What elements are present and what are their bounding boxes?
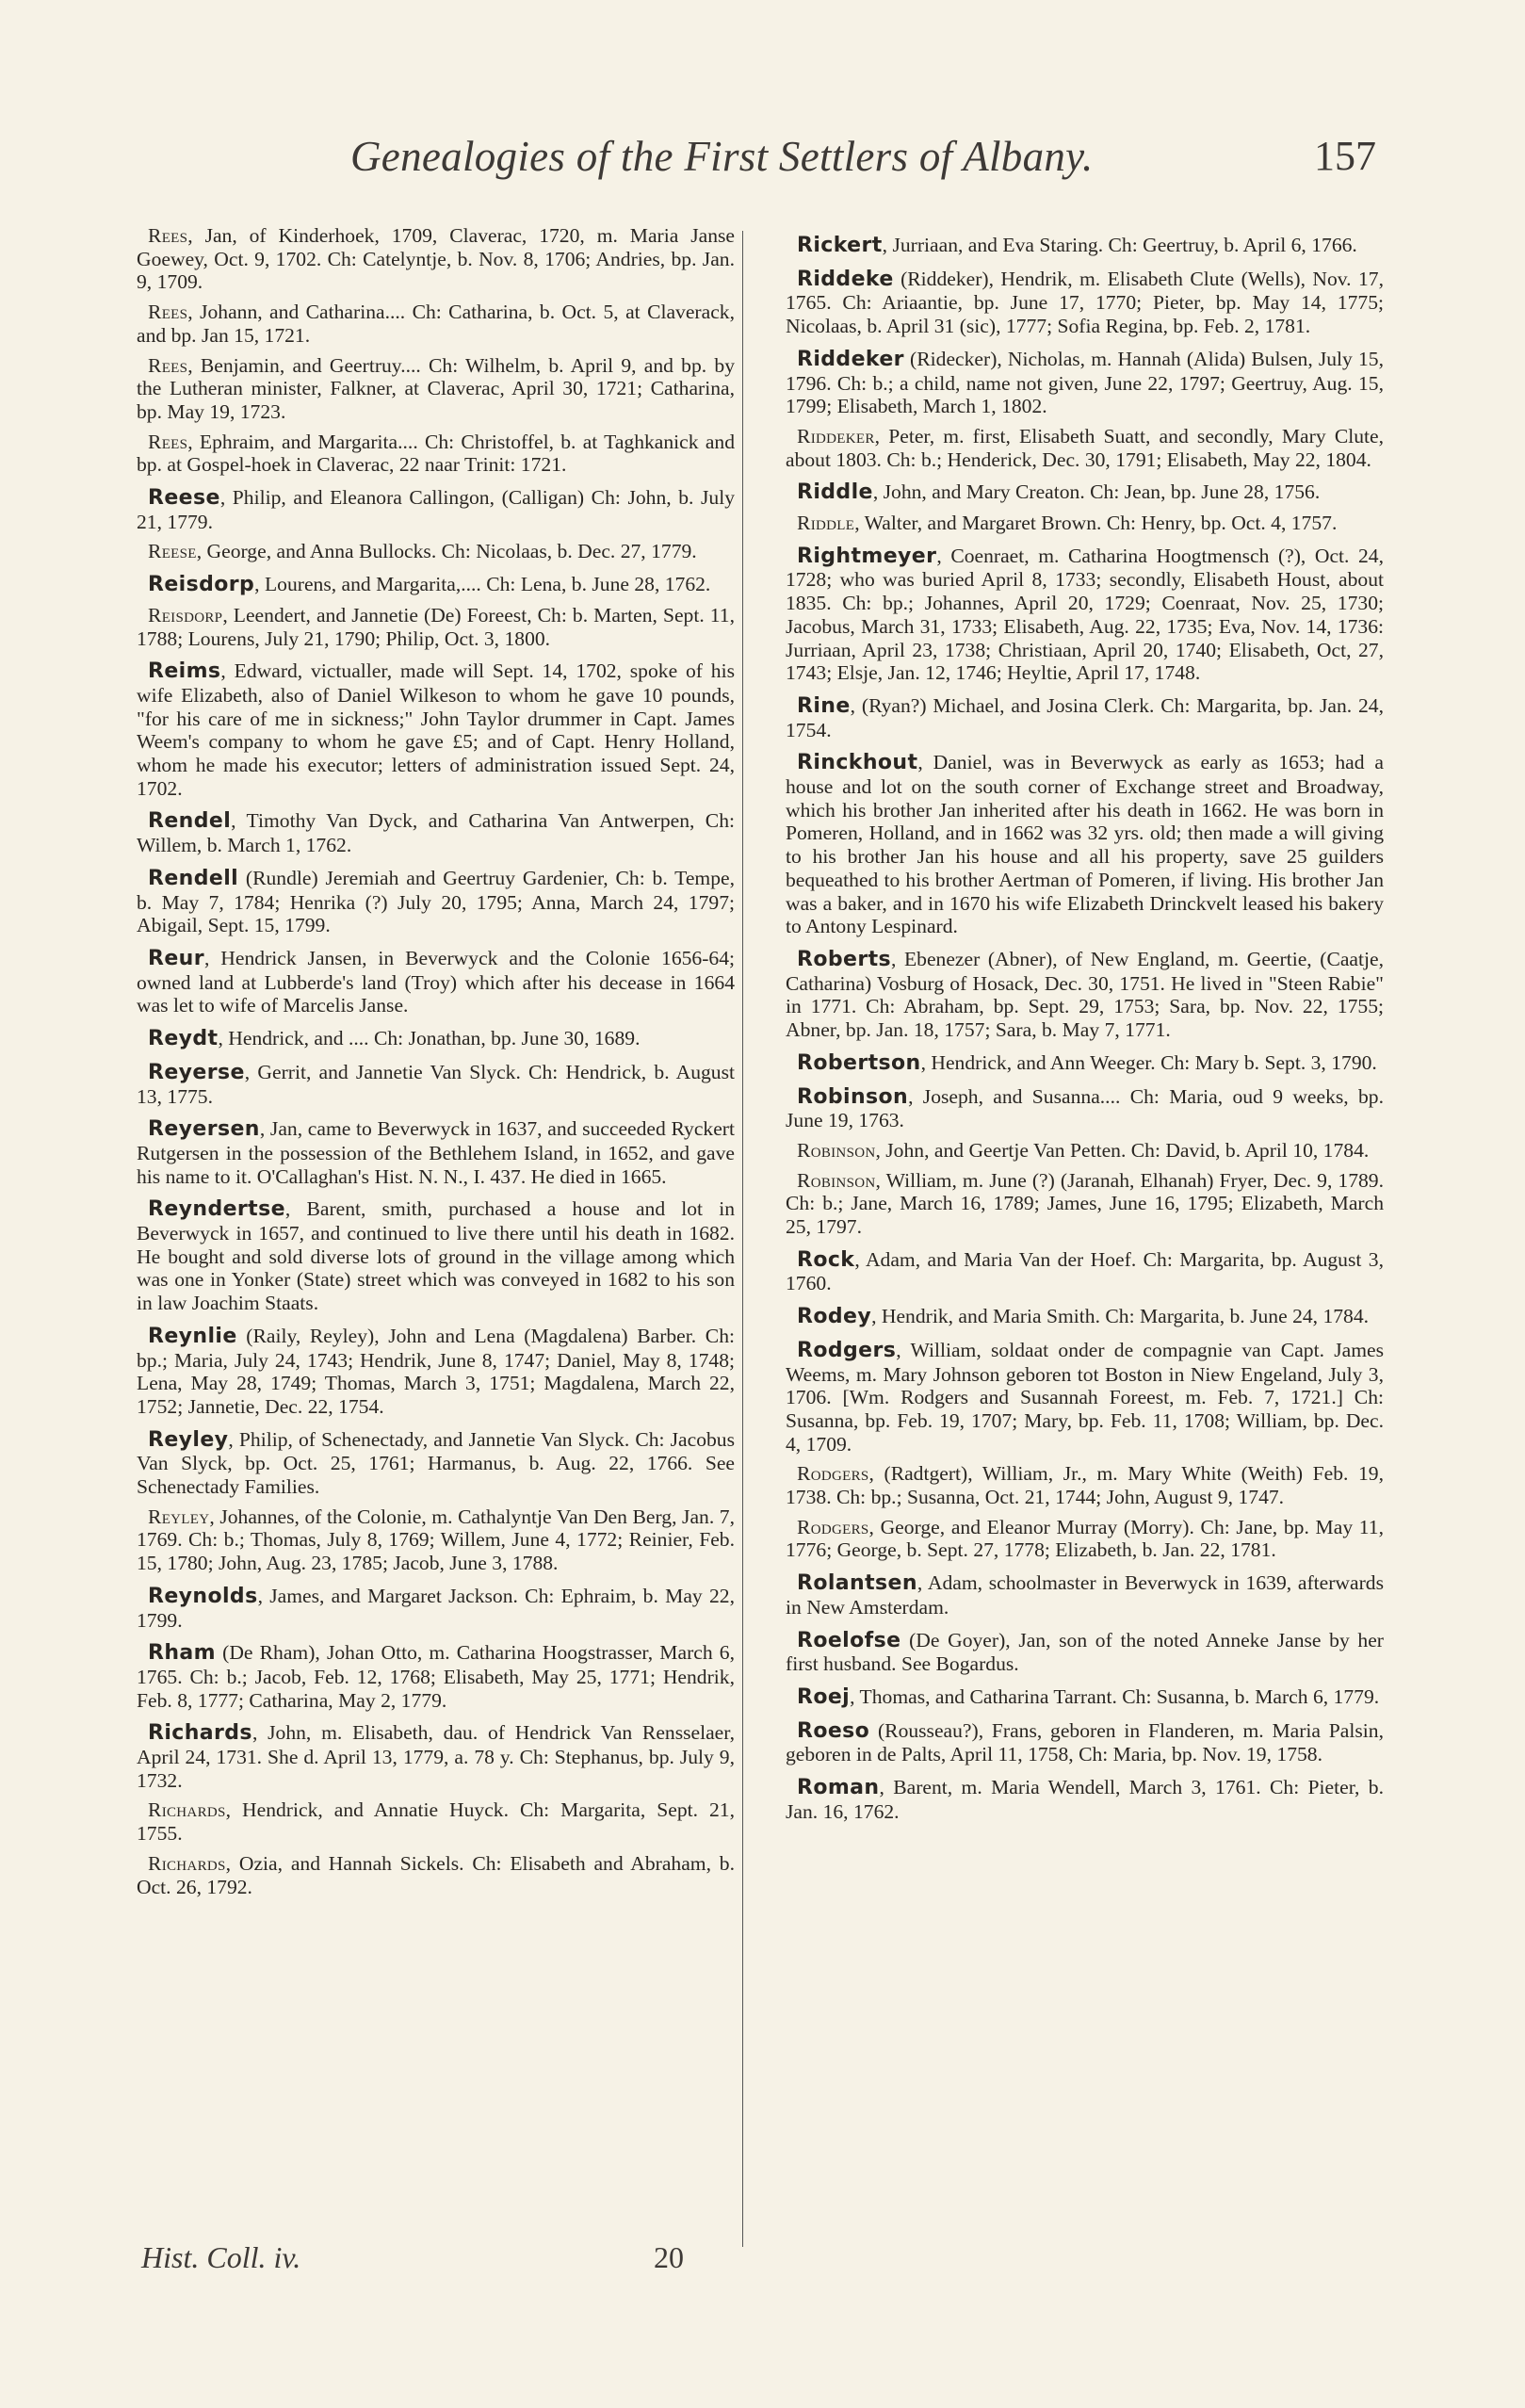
entry-text: , Johannes, of the Colonie, m. Cathalyntje Van Den Berg, Jan. 7, 1769. Ch: b.; Thomas, July 8, 1769; Willem, June 4, 1772; Reinier, Feb. 15, 1780; John, Aug. 23, 1785; Jacob, June 3, 1788.: [137, 1505, 735, 1575]
entry-text: , John, and Geertje Van Petten. Ch: David, b. April 10, 1784.: [875, 1138, 1370, 1162]
entry-text: , Ozia, and Hannah Sickels. Ch: Elisabeth and Abraham, b. Oct. 26, 1792.: [137, 1851, 735, 1898]
entry-text: , William, soldaat onder de compagnie van Capt. James Weems, m. Mary Johnson geboren tot Boston in Niew Engeland, July 3, 1706. [Wm. Rodgers and Susannah Foreest, m. Feb. 7, 1721.] Ch: Susanna, bp. Feb. 19, 1707; Mary, bp. Feb. 11, 1708; William, bp. Dec. 4, 1709.: [786, 1338, 1384, 1456]
entry-text: , Adam, schoolmaster in Beverwyck in 1639, afterwards in New Amsterdam.: [786, 1571, 1384, 1619]
signature-mark: Hist. Coll. iv.: [141, 2240, 301, 2274]
entry-surname: Reyersen: [148, 1117, 260, 1142]
genealogy-entry: [786, 1085, 1384, 1132]
entry-text: (Rundle) Jeremiah and Geertruy Gardenier, Ch: b. Tempe, b. May 7, 1784; Henrika (?) July 20, 1795; Anna, March 24, 1797; Abigail, Sept. 15, 1799.: [137, 866, 735, 937]
genealogy-entry: [786, 268, 1384, 338]
genealogy-entry: [137, 1027, 735, 1051]
entry-surname: Rees: [148, 353, 188, 377]
entry-text: , Philip, of Schenectady, and Jannetie Van Slyck. Ch: Jacobus Van Slyck, bp. Oct. 25, 1761; Harmanus, b. Aug. 22, 1766. See Schenectady Families.: [137, 1427, 735, 1499]
entry-text: , Timothy Van Dyck, and Catharina Van Antwerpen, Ch: Willem, b. March 1, 1762.: [137, 809, 735, 857]
entry-text: (Rousseau?), Frans, geboren in Flanderen, m. Maria Palsin, geboren in de Palts, April 11, 1758, Ch: Maria, bp. Nov. 19, 1758.: [786, 1718, 1384, 1766]
genealogy-entry: [137, 431, 735, 477]
right-column: [786, 224, 1384, 1830]
entry-surname: Rinckhout: [797, 751, 918, 775]
page-header: [0, 132, 1525, 198]
entry-text: (De Goyer), Jan, son of the noted Anneke Janse by her first husband. See Bogardus.: [786, 1628, 1384, 1676]
genealogy-entry: [786, 234, 1384, 258]
genealogy-entry: [786, 751, 1384, 938]
entry-surname: Rodgers: [797, 1338, 897, 1362]
genealogy-entry: [137, 354, 735, 424]
entry-text: , Ephraim, and Margarita.... Ch: Christoffel, b. at Taghkanick and bp. at Gospel-hoek in Claverac, 22 naar Trinit: 1721.: [137, 430, 735, 477]
genealogy-entry: [786, 1305, 1384, 1329]
entry-surname: Reynolds: [148, 1584, 258, 1608]
genealogy-entry: [137, 1117, 735, 1188]
entry-surname: Roeso: [797, 1718, 870, 1743]
genealogy-entry: [137, 1061, 735, 1108]
entry-surname: Robinson: [797, 1138, 876, 1162]
page-number: 157: [1314, 133, 1376, 179]
genealogy-entry: [786, 348, 1384, 418]
genealogy-entry: [786, 1139, 1384, 1163]
entry-text: (Raily, Reyley), John and Lena (Magdalena) Barber. Ch: bp.; Maria, July 24, 1743; Hendrik, June 8, 1747; Daniel, May 8, 1748; Lena, May 28, 1749; Thomas, March 3, 1751; Magdalena, March 22, 1752; Jannetie, Dec. 22, 1754.: [137, 1324, 735, 1418]
entry-text: , Jan, came to Beverwyck in 1637, and succeeded Ryckert Rutgersen in the possession of the Bethlehem Island, in 1652, and gave his name to it. O'Callaghan's Hist. N. N., I. 437. He died in 1665.: [137, 1117, 735, 1188]
page-footer: [0, 2240, 1525, 2287]
entry-text: , (Radtgert), William, Jr., m. Mary White (Weith) Feb. 19, 1738. Ch: bp.; Susanna, Oct. 21, 1744; John, August 9, 1747.: [786, 1462, 1384, 1509]
entry-text: , Benjamin, and Geertruy.... Ch: Wilhelm, b. April 9, and bp. by the Lutheran minister, Falkner, at Claverac, April 30, 1721; Catharina, bp. May 19, 1723.: [137, 353, 735, 423]
genealogy-entry: [137, 809, 735, 856]
entry-text: , Edward, victualler, made will Sept. 14, 1702, spoke of his wife Elizabeth, also of Daniel Wilkeson to whom he gave 10 pounds, "for his care of me in sickness;" John Taylor drummer in Capt. James Weem's company to whom he gave £5; and of Capt. Henry Holland, whom he made his executor; letters of administration issued Sept. 24, 1702.: [137, 659, 735, 800]
entry-text: , Hendrick, and Annatie Huyck. Ch: Margarita, Sept. 21, 1755.: [137, 1798, 735, 1846]
genealogy-entry: [786, 694, 1384, 741]
entry-surname: Robinson: [797, 1168, 876, 1192]
genealogy-entry: [786, 1776, 1384, 1823]
entry-text: , James, and Margaret Jackson. Ch: Ephraim, b. May 22, 1799.: [137, 1584, 735, 1632]
genealogy-entry: [786, 1339, 1384, 1456]
entry-surname: Roman: [797, 1776, 880, 1800]
entry-surname: Riddeke: [797, 267, 894, 291]
genealogy-entry: [137, 1197, 735, 1315]
entry-surname: Rendel: [148, 809, 232, 834]
entry-text: , Gerrit, and Jannetie Van Slyck. Ch: Hendrick, b. August 13, 1775.: [137, 1060, 735, 1108]
genealogy-entry: [137, 540, 735, 563]
entry-surname: Roej: [797, 1684, 851, 1709]
entry-surname: Rodgers: [797, 1462, 869, 1486]
genealogy-entry: [137, 1428, 735, 1499]
entry-text: , Peter, m. first, Elisabeth Suatt, and secondly, Mary Clute, about 1803. Ch: b.; Henderick, Dec. 30, 1791; Elisabeth, May 22, 1804.: [786, 424, 1384, 471]
genealogy-entry: [786, 1719, 1384, 1766]
entry-surname: Rock: [797, 1247, 855, 1272]
running-title: Genealogies of the First Settlers of Albany.: [350, 133, 1094, 180]
genealogy-entry: [137, 224, 735, 294]
sheet-number: 20: [654, 2240, 684, 2274]
entry-surname: Rendell: [148, 866, 239, 890]
entry-text: , George, and Eleanor Murray (Morry). Ch: Jane, bp. May 11, 1776; George, b. Sept. 27, 1778; Elizabeth, b. Jan. 22, 1781.: [786, 1515, 1384, 1562]
genealogy-entry: [137, 301, 735, 347]
entry-surname: Reese: [148, 486, 220, 511]
entry-surname: Richards: [148, 1798, 226, 1822]
entry-surname: Rightmeyer: [797, 544, 937, 568]
entry-text: , Ebenezer (Abner), of New England, m. Geertie, (Caatje, Catharina) Vosburg of Hosack, Dec. 30, 1751. He lived in "Steen Rabie" in 1771. Ch: Abraham, bp. Sept. 29, 1753; Sara, bp. Nov. 22, 1755; Abner, bp. Jan. 18, 1757; Sara, b. May 7, 1771.: [786, 947, 1384, 1042]
entry-surname: Riddle: [797, 512, 855, 535]
entry-surname: Reisdorp: [148, 573, 255, 597]
entry-text: , (Ryan?) Michael, and Josina Clerk. Ch: Margarita, bp. Jan. 24, 1754.: [786, 693, 1384, 741]
entry-surname: Rees: [148, 224, 188, 247]
entry-surname: Riddeker: [797, 347, 904, 371]
entry-text: , John, and Mary Creaton. Ch: Jean, bp. June 28, 1756.: [872, 480, 1321, 504]
entry-surname: Roelofse: [797, 1628, 901, 1652]
entry-surname: Rolantsen: [797, 1571, 917, 1596]
genealogy-entry: [786, 512, 1384, 535]
genealogy-entry: [137, 659, 735, 800]
entry-surname: Robinson: [797, 1084, 909, 1109]
genealogy-entry: [137, 1852, 735, 1898]
genealogy-entry: [137, 1325, 735, 1419]
entry-text: , Coenraet, m. Catharina Hoogtmensch (?), Oct. 24, 1728; who was buried April 8, 1733; secondly, Elisabeth Houst, about 1835. Ch: bp.; Johannes, April 20, 1729; Coenraat, Nov. 25, 1730; Jacobus, March 31, 1733; Elisabeth, Aug. 22, 1735; Eva, Nov. 14, 1736: Jurriaan, April 23, 1738; Christiaan, April 20, 1740; Elisabeth, Oct, 27, 1743; Elsje, Jan. 12, 1746; Heyltie, April 17, 1748.: [786, 544, 1384, 685]
entry-surname: Roberts: [797, 947, 891, 971]
entry-text: (Riddeker), Hendrik, m. Elisabeth Clute (Wells), Nov. 17, 1765. Ch: Ariaantie, bp. June 17, 1770; Pieter, bp. May 14, 1775; Nicolaas, b. April 31 (sic), 1777; Sofia Regina, bp. Feb. 2, 1781.: [786, 267, 1384, 338]
entry-surname: Richards: [148, 1851, 226, 1875]
genealogy-entry: [786, 1516, 1384, 1562]
entry-text: , Daniel, was in Beverwyck as early as 1653; had a house and lot on the south corner of Exchange street and Broadway, which his brother Jan inherited after his death in 1662. He was born in Pomeren, Holland, and in 1662 was 32 yrs. old; then made a will giving to his brother Jan his house and all his property, save 25 guilders bequeathed to his brother Aertman of Pomeren, if living. His brother Jan was a baker, and in 1670 his wife Elizabeth Drinckvelt leased his bakery to Antony Lespinard.: [786, 751, 1384, 938]
entry-surname: Rodey: [797, 1305, 872, 1329]
entry-surname: Reyerse: [148, 1060, 245, 1084]
entry-surname: Reims: [148, 659, 221, 684]
entry-text: , Joseph, and Susanna.... Ch: Maria, oud 9 weeks, bp. June 19, 1763.: [786, 1084, 1384, 1132]
entry-text: , William, m. June (?) (Jaranah, Elhanah) Fryer, Dec. 9, 1789. Ch: b.; Jane, March 16, 1789; James, June 16, 1795; Elizabeth, March 25, 1797.: [786, 1168, 1384, 1239]
entry-text: (De Rham), Johan Otto, m. Catharina Hoogstrasser, March 6, 1765. Ch: b.; Jacob, Feb. 12, 1768; Elisabeth, May 25, 1771; Hendrik, Feb. 8, 1777; Catharina, May 2, 1779.: [137, 1641, 735, 1712]
column-divider: [742, 231, 743, 2247]
entry-text: , Thomas, and Catharina Tarrant. Ch: Susanna, b. March 6, 1779.: [850, 1684, 1380, 1708]
entry-surname: Reisdorp: [148, 603, 223, 626]
genealogy-entry: [137, 604, 735, 650]
entry-text: , Lourens, and Margarita,.... Ch: Lena, b. June 28, 1762.: [254, 573, 711, 596]
entry-surname: Rodgers: [797, 1515, 869, 1538]
entry-text: , Philip, and Eleanora Callingon, (Calligan) Ch: John, b. July 21, 1779.: [137, 486, 735, 533]
genealogy-entry: [786, 1462, 1384, 1508]
entry-text: , Johann, and Catharina.... Ch: Catharina, b. Oct. 5, at Claverack, and bp. Jan 15, 1721.: [137, 301, 735, 347]
entry-text: , Hendrik, and Maria Smith. Ch: Margarita, b. June 24, 1784.: [871, 1305, 1370, 1328]
entry-surname: Reese: [148, 540, 197, 563]
entry-text: , Jurriaan, and Eva Staring. Ch: Geertruy, b. April 6, 1766.: [882, 234, 1357, 256]
genealogy-entry: [137, 1641, 735, 1712]
entry-surname: Rham: [148, 1641, 216, 1666]
genealogy-entry: [137, 1585, 735, 1632]
genealogy-entry: [137, 947, 735, 1017]
entry-text: , Barent, m. Maria Wendell, March 3, 1761. Ch: Pieter, b. Jan. 16, 1762.: [786, 1776, 1384, 1823]
entry-text: (Ridecker), Nicholas, m. Hannah (Alida) Bulsen, July 15, 1796. Ch: b.; a child, name not given, June 22, 1797; Geertruy, Aug. 15, 1799; Elisabeth, March 1, 1802.: [786, 347, 1384, 418]
genealogy-entry: [786, 425, 1384, 471]
entry-text: , Walter, and Margaret Brown. Ch: Henry, bp. Oct. 4, 1757.: [854, 512, 1338, 535]
entry-surname: Rees: [148, 301, 188, 324]
genealogy-entry: [137, 1721, 735, 1792]
genealogy-entry: [137, 573, 735, 597]
entry-surname: Reyley: [148, 1427, 229, 1452]
entry-text: , Barent, smith, purchased a house and lot in Beverwyck in 1657, and continued to live there until his death in 1682. He bought and sold diverse lots of ground in the village among which was one in Yonker (State) street which was conveyed in 1682 to his son in law Joachim Staats.: [137, 1197, 735, 1315]
entry-text: , Leendert, and Jannetie (De) Foreest, Ch: b. Marten, Sept. 11, 1788; Lourens, July 21, 1790; Philip, Oct. 3, 1800.: [137, 603, 735, 650]
entry-surname: Reyley: [148, 1505, 210, 1528]
entry-surname: Robertson: [797, 1050, 921, 1075]
entry-text: , Jan, of Kinderhoek, 1709, Claverac, 1720, m. Maria Janse Goewey, Oct. 9, 1702. Ch: Catelyntje, b. Nov. 8, 1706; Andries, bp. Jan. 9, 1709.: [137, 224, 735, 294]
entry-surname: Rickert: [797, 234, 883, 257]
entry-text: , John, m. Elisabeth, dau. of Hendrick Van Rensselaer, April 24, 1731. She d. April 13, 1779, a. 78 y. Ch: Stephanus, bp. July 9, 1732.: [137, 1721, 735, 1792]
entry-surname: Reur: [148, 946, 204, 970]
entry-text: , George, and Anna Bullocks. Ch: Nicolaas, b. Dec. 27, 1779.: [196, 540, 697, 563]
entry-text: , Adam, and Maria Van der Hoef. Ch: Margarita, bp. August 3, 1760.: [786, 1247, 1384, 1295]
genealogy-entry: [786, 1629, 1384, 1676]
genealogy-entry: [786, 1571, 1384, 1619]
genealogy-entry: [786, 948, 1384, 1042]
entry-text: , Hendrick Jansen, in Beverwyck and the Colonie 1656-64; owned land at Lubberde's land (Troy) which after his decease in 1664 was let to wife of Marcelis Janse.: [137, 946, 735, 1017]
entry-surname: Riddle: [797, 480, 873, 505]
genealogy-entry: [786, 545, 1384, 685]
genealogy-entry: [137, 1798, 735, 1845]
entry-text: , Hendrick, and .... Ch: Jonathan, bp. June 30, 1689.: [218, 1027, 641, 1050]
entry-surname: Richards: [148, 1721, 252, 1746]
genealogy-entry: [137, 867, 735, 937]
genealogy-entry: [137, 486, 735, 533]
genealogy-entry: [786, 1169, 1384, 1239]
genealogy-entry: [137, 1505, 735, 1575]
left-column: [137, 224, 735, 1905]
entry-surname: Reynlie: [148, 1324, 237, 1348]
entry-surname: Rine: [797, 693, 851, 718]
genealogy-entry: [786, 1685, 1384, 1710]
entry-surname: Reyndertse: [148, 1197, 285, 1222]
genealogy-entry: [786, 1248, 1384, 1295]
entry-surname: Rees: [148, 430, 188, 453]
entry-surname: Riddeker: [797, 424, 875, 447]
entry-text: , Hendrick, and Ann Weeger. Ch: Mary b. Sept. 3, 1790.: [920, 1050, 1377, 1074]
genealogy-entry: [786, 480, 1384, 505]
genealogy-entry: [786, 1051, 1384, 1076]
entry-surname: Reydt: [148, 1027, 219, 1051]
